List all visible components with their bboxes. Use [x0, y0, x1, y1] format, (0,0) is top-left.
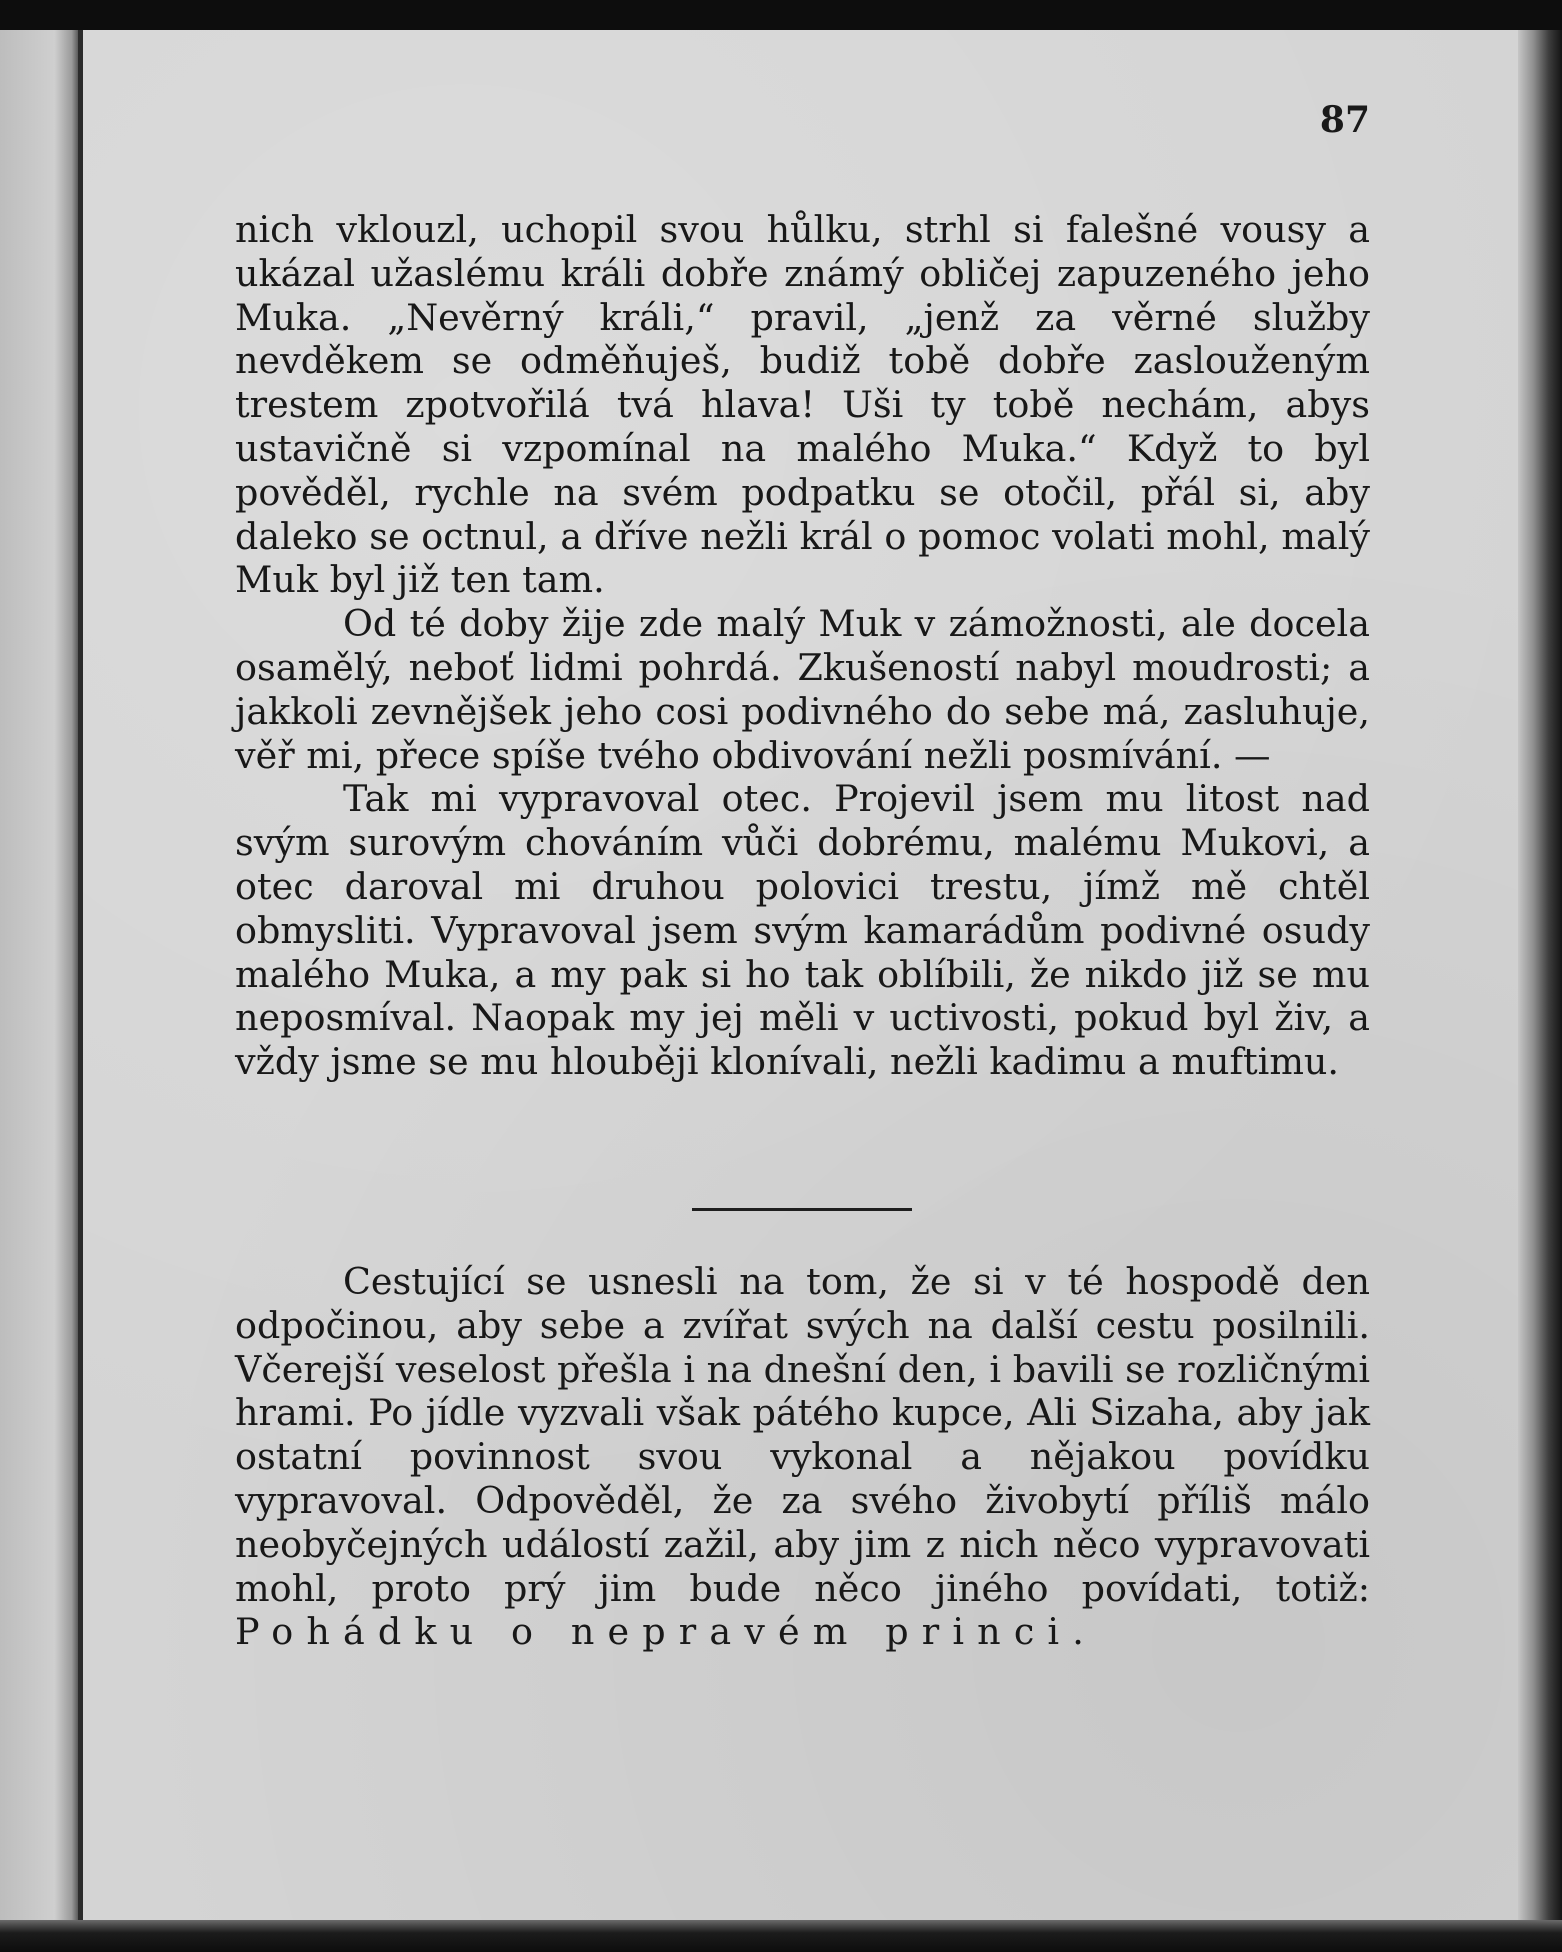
- text-block-first: [235, 208, 1370, 1084]
- paragraph-with-title: [235, 1260, 1370, 1654]
- paragraph: Tak mi vypravoval otec. Projevil jsem mu litost nad svým surovým chováním vůči dobrému, malému Mukovi, a otec daroval mi druhou polovici trestu, jímž mě chtěl obmysliti. Vypravoval jsem svým kamarádům podivné osudy malého Muka, a my pak si ho tak oblíbili, že nikdo již se mu neposmíval. Naopak my jej měli v uctivosti, pokud byl živ, a vždy jsme se mu hlouběji klonívali, nežli kadimu a muftimu.: [235, 777, 1370, 1084]
- paragraph-continuation: nich vklouzl, uchopil svou hůlku, strhl si falešné vousy a ukázal užaslému králi dobře známý obličej zapuzeného jeho Muka. „Nevěrný králi,“ pravil, „jenž za věrné služby nevděkem se odměňuješ, budiž tobě dobře zaslouženým trestem zpotvořilá tvá hlava! Uši ty tobě nechám, abys ustavičně si vzpomínal na malého Muka.“ Když to byl pověděl, rychle na svém podpatku se otočil, přál si, aby daleko se octnul, a dříve nežli král o pomoc volati mohl, malý Muk byl již ten tam.: [235, 208, 1370, 602]
- paragraph: Od té doby žije zde malý Muk v zámožnosti, ale docela osamělý, neboť lidmi pohrdá. Zkušeností nabyl moudrosti; a jakkoli zevnějšek jeho cosi podivného do sebe má, zasluhuje, věř mi, přece spíše tvého obdivování nežli posmívání. —: [235, 602, 1370, 777]
- section-separator-rule: [692, 1208, 912, 1211]
- spaced-story-title: Pohádku o nepravém princi.: [235, 1610, 1097, 1654]
- paragraph-text: Cestující se usnesli na tom, že si v té hospodě den odpočinou, aby sebe a zvířat svých na další cestu posilnili. Včerejší veselost přešla i na dnešní den, i bavili se rozličnými hrami. Po jídle vyzvali však pátého kupce, Ali Sizaha, aby jak ostatní povinnost svou vykonal a nějakou povídku vypravoval. Odpověděl, že za svého živobytí příliš málo neobyčejných událostí zažil, aby jim z nich něco vypravovati mohl, proto prý jim bude něco jiného povídati, totiž:: [235, 1260, 1370, 1610]
- binding-fold-line: [78, 30, 83, 1930]
- page-number: 87: [1319, 99, 1370, 141]
- binding-gutter: [0, 30, 78, 1930]
- page-right-edge: [1518, 30, 1562, 1930]
- page-bottom-edge: [0, 1920, 1562, 1952]
- text-block-second: [235, 1260, 1370, 1654]
